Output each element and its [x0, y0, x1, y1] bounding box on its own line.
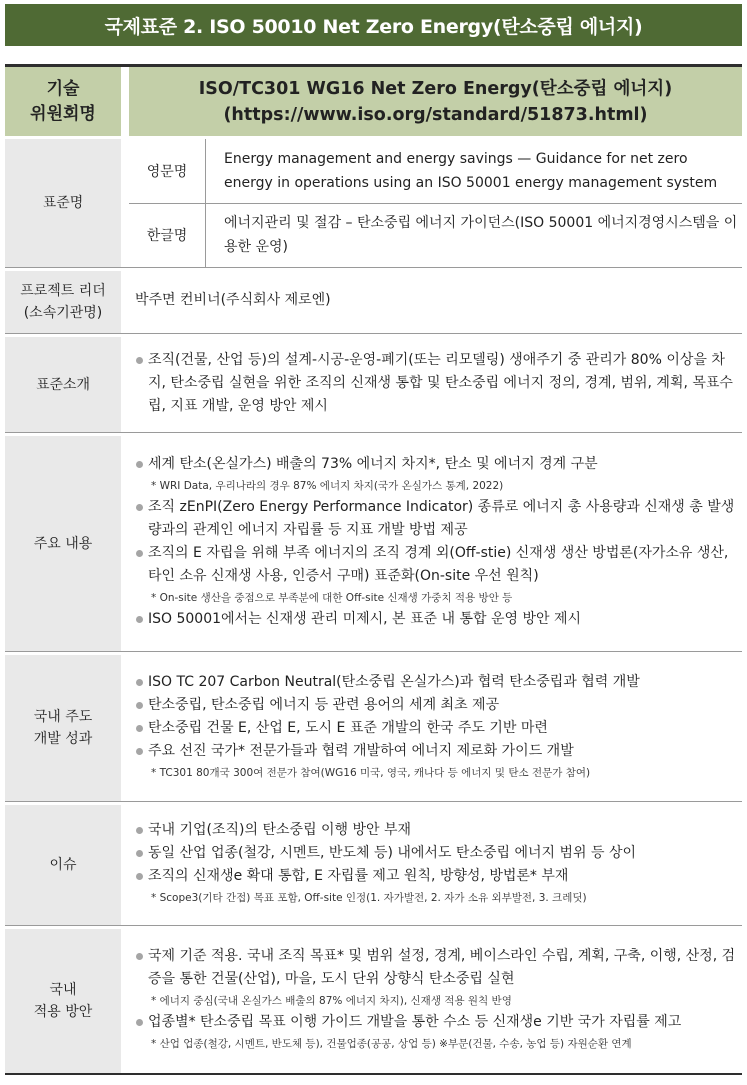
domestic-item-1: ISO TC 207 Carbon Neutral(탄소중립 온실가스)과 협력 탄소중립과 협력 개발 [135, 671, 640, 694]
committee-url[interactable]: (https://www.iso.org/standard/51873.html) [223, 104, 648, 125]
domestic-results-label [5, 652, 121, 801]
main-item-1: 세계 탄소(온실가스) 배출의 73% 에너지 차지*, 탄소 및 에너지 경계 구분 [135, 453, 738, 476]
application-item-2: 업종별* 탄소중립 목표 이행 가이드 개발을 통한 수소 등 신재생e 기반 국가 자립률 제고 [135, 1011, 738, 1034]
application-note-1: * 에너지 중심(국내 온실가스 배출의 87% 에너지 차지), 신재생 적용 원칙 반영 [151, 995, 512, 1007]
domestic-results-row [5, 651, 742, 801]
issue-item-2: 동일 산업 업종(철강, 시멘트, 반도체 등) 내에서도 탄소중립 에너지 범위 등 상이 [135, 842, 636, 865]
committee-value [129, 67, 742, 136]
main-item-3: 조직의 E 자립을 위해 부족 에너지의 조직 경계 외(Off-stie) 신재생 생산 방법론(자가소유 생산, 타인 소유 신재생 사용, 인증서 구매) 표준화(On-site 우선 원칙) [135, 542, 738, 588]
intro-item: 조직(건물, 산업 등)의 설계-시공-운영-폐기(또는 리모델링) 생애주기 중 관리가 80% 이상을 차지, 탄소중립 실현을 위한 조직의 신재생 통합 및 탄소중립 에너지 정의, 경계, 범위, 계획, 목표수립, 지표 개발, 운영 방안 제시 [135, 349, 738, 418]
intro-row [5, 333, 742, 432]
main-item-4: ISO 50001에서는 신재생 관리 미제시, 본 표준 내 통합 운영 방안 제시 [135, 608, 738, 631]
project-leader-label-line2: (소속기관명) [23, 305, 103, 321]
standard-name-row [5, 136, 742, 267]
domestic-item-4: 주요 선진 국가* 전문가들과 협력 개발하여 에너지 제로화 가이드 개발 [135, 740, 640, 763]
project-leader-label [5, 268, 121, 333]
standard-info-table [5, 64, 742, 1075]
issue-note-3: * Scope3(기타 간접) 목표 포함, Off-site 인정(1. 자가발전, 2. 자가 소유 외부발전, 3. 크레딧) [151, 892, 587, 904]
project-leader-label-line1: 프로젝트 리더 [20, 283, 106, 299]
table-bottom-rule [5, 1073, 742, 1075]
project-leader-row [5, 267, 742, 333]
domestic-results-label-line2: 개발 성과 [33, 731, 93, 747]
application-label [5, 926, 121, 1073]
application-label-line1: 국내 [49, 982, 77, 998]
issues-body [129, 802, 742, 925]
english-name-label: 영문명 [129, 139, 206, 203]
intro-content [129, 334, 742, 432]
header-row [5, 64, 742, 136]
korean-name-label: 한글명 [129, 204, 206, 268]
domestic-results-label-line1: 국내 주도 [33, 709, 93, 725]
issue-item-1: 국내 기업(조직)의 탄소중립 이행 방안 부재 [135, 819, 636, 842]
korean-name-row [129, 203, 742, 268]
application-body [129, 926, 742, 1073]
english-name-row [129, 139, 742, 203]
application-row [5, 925, 742, 1073]
issues-row [5, 801, 742, 925]
english-name-value: Energy management and energy savings — Guidance for net zero energy in operations using an ISO 50001 energy management system [224, 150, 718, 191]
project-leader-value: 박주면 컨비너(주식회사 제로엔) [135, 292, 331, 308]
domestic-note-4: * TC301 80개국 300여 전문가 참여(WG16 미국, 영국, 캐나다 등 에너지 및 탄소 전문가 참여) [151, 766, 591, 779]
standard-name-subtable [129, 139, 742, 267]
application-label-line2: 적용 방안 [33, 1004, 93, 1020]
main-content-row [5, 432, 742, 651]
main-content-label: 주요 내용 [5, 433, 121, 651]
main-content-body [129, 433, 742, 651]
korean-name-value: 에너지관리 및 절감 – 탄소중립 에너지 가이던스(ISO 50001 에너지경영시스템을 이용한 운영) [224, 215, 738, 256]
main-item-2: 조직 zEnPI(Zero Energy Performance Indicator) 종류로 에너지 총 사용량과 신재생 총 발생량과의 관계인 에너지 자립률 등 지표 개발 방법 제공 [135, 496, 738, 542]
domestic-item-3: 탄소중립 건물 E, 산업 E, 도시 E 표준 개발의 한국 주도 기반 마련 [135, 717, 640, 740]
committee-label-line1: 기술 [46, 78, 80, 99]
committee-label [5, 67, 121, 136]
domestic-item-2: 탄소중립, 탄소중립 에너지 등 관련 용어의 세계 최초 제공 [135, 694, 640, 717]
issues-label: 이슈 [5, 802, 121, 925]
domestic-results-body [129, 652, 742, 801]
main-note-1: * WRI Data, 우리나라의 경우 87% 에너지 차지(국가 온실가스 통계, 2022) [151, 480, 504, 492]
standard-name-label: 표준명 [5, 139, 121, 267]
committee-name: ISO/TC301 WG16 Net Zero Energy(탄소중립 에너지) [198, 78, 673, 99]
committee-label-line2: 위원회명 [30, 103, 96, 124]
page-title: 국제표준 2. ISO 50010 Net Zero Energy(탄소중립 에너지) [5, 4, 742, 46]
main-note-3: * On-site 생산을 중점으로 부족분에 대한 Off-site 신재생 가중치 적용 방안 등 [151, 592, 513, 604]
application-item-1: 국제 기준 적용. 국내 조직 목표* 및 범위 설정, 경계, 베이스라인 수립, 계획, 구축, 이행, 산정, 검증을 통한 건물(산업), 마을, 도시 단위 상향식 탄소중립 실현 [135, 945, 738, 991]
issue-item-3: 조직의 신재생e 확대 통합, E 자립률 제고 원칙, 방향성, 방법론* 부재 [135, 865, 636, 888]
intro-label: 표준소개 [5, 334, 121, 432]
application-note-2: * 산업 업종(철강, 시멘트, 반도체 등), 건물업종(공공, 상업 등) ※부문(건물, 수송, 농업 등) 자원순환 연계 [151, 1038, 632, 1050]
